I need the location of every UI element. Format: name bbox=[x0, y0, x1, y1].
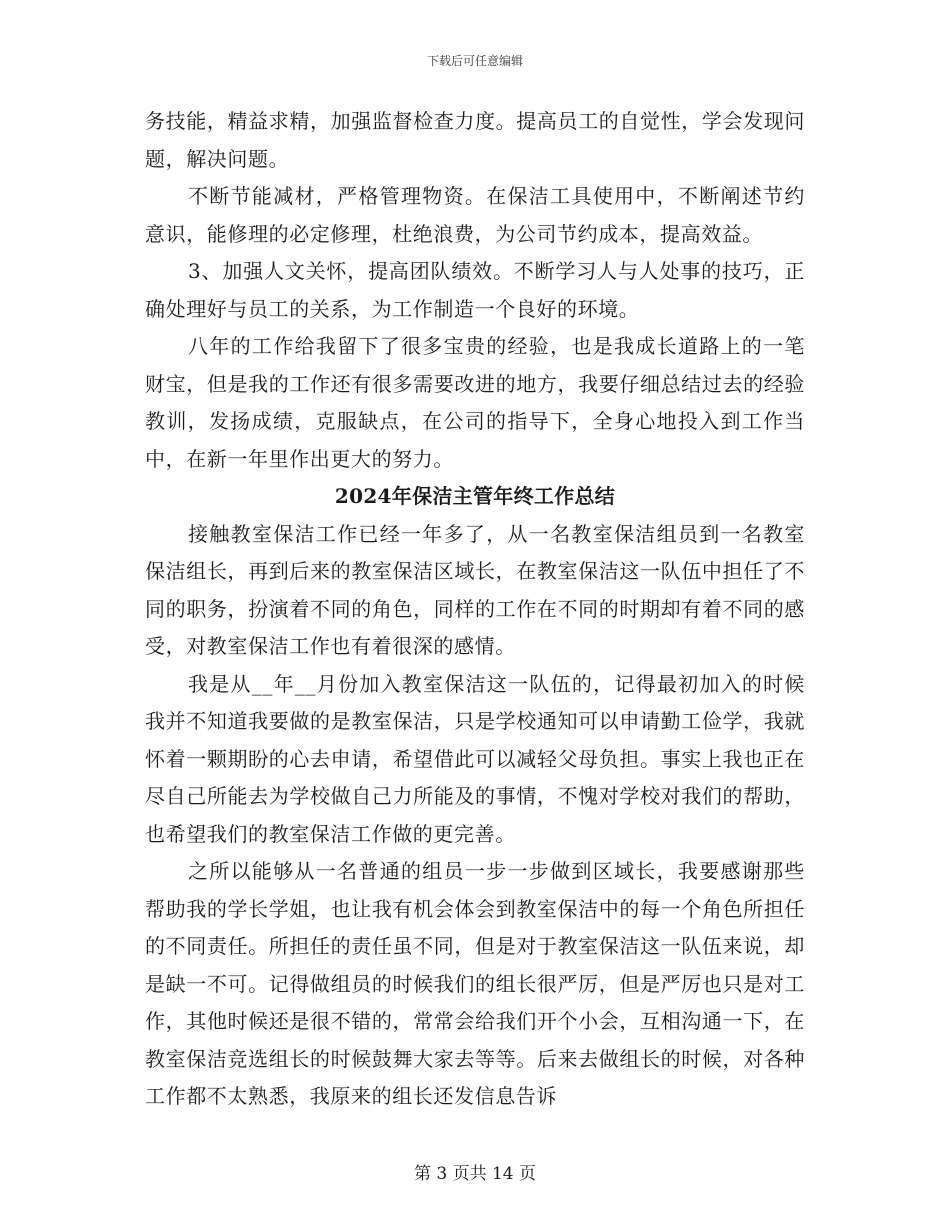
paragraph-1: 务技能，精益求精，加强监督检查力度。提高员工的自觉性，学会发现问题，解决问题。 bbox=[145, 109, 805, 171]
section-paragraph-1: 接触教室保洁工作已经一年多了，从一名教室保洁组员到一名教室保洁组长，再到后来的教室保洁区域长，在教室保洁这一队伍中担任了不同的职务，扮演着不同的角色，同样的工作在不同的时期却有着不同的感受，对教室保洁工作也有着很深的感情。 bbox=[145, 521, 805, 658]
paragraph-2: 不断节能减材，严格管理物资。在保洁工具使用中，不断阐述节约意识，能修理的必定修理，杜绝浪费，为公司节约成本，提高效益。 bbox=[145, 184, 805, 246]
section-paragraph-3: 之所以能够从一名普通的组员一步一步做到区域长，我要感谢那些帮助我的学长学姐，也让我有机会体会到教室保洁中的每一个角色所担任的不同责任。所担任的责任虽不同，但是对于教室保洁这一队伍来说，却是缺一不可。记得做组员的时候我们的组长很严厉，但是严厉也只是对工作，其他时候还是很不错的，常常会给我们开个小会，互相沟通一下，在教室保洁竞选组长的时候鼓舞大家去等等。后来去做组长的时候，对各种工作都不太熟悉，我原来的组长还发信息告诉 bbox=[145, 859, 805, 1108]
paragraph-3: 3、加强人文关怀，提高团队绩效。不断学习人与人处事的技巧，正确处理好与员工的关系，为工作制造一个良好的环境。 bbox=[145, 259, 805, 321]
section-title: 2024年保洁主管年终工作总结 bbox=[334, 484, 616, 508]
section-paragraph-2: 我是从__年__月份加入教室保洁这一队伍的，记得最初加入的时候我并不知道我要做的是教室保洁，只是学校通知可以申请勤工俭学，我就怀着一颗期盼的心去申请，希望借此可以减轻父母负担。事实上我也正在尽自己所能去为学校做自己力所能及的事情，不愧对学校对我们的帮助，也希望我们的教室保洁工作做的更完善。 bbox=[145, 671, 805, 846]
document-body bbox=[145, 103, 805, 1116]
paragraph-4: 八年的工作给我留下了很多宝贵的经验，也是我成长道路上的一笔财宝，但是我的工作还有很多需要改进的地方，我要仔细总结过去的经验教训，发扬成绩，克服缺点，在公司的指导下，全身心地投入到工作当中，在新一年里作出更大的努力。 bbox=[145, 334, 805, 471]
page-header: 下载后可任意编辑 bbox=[426, 54, 523, 68]
page-footer: 第 3 页共 14 页 bbox=[413, 1164, 537, 1184]
